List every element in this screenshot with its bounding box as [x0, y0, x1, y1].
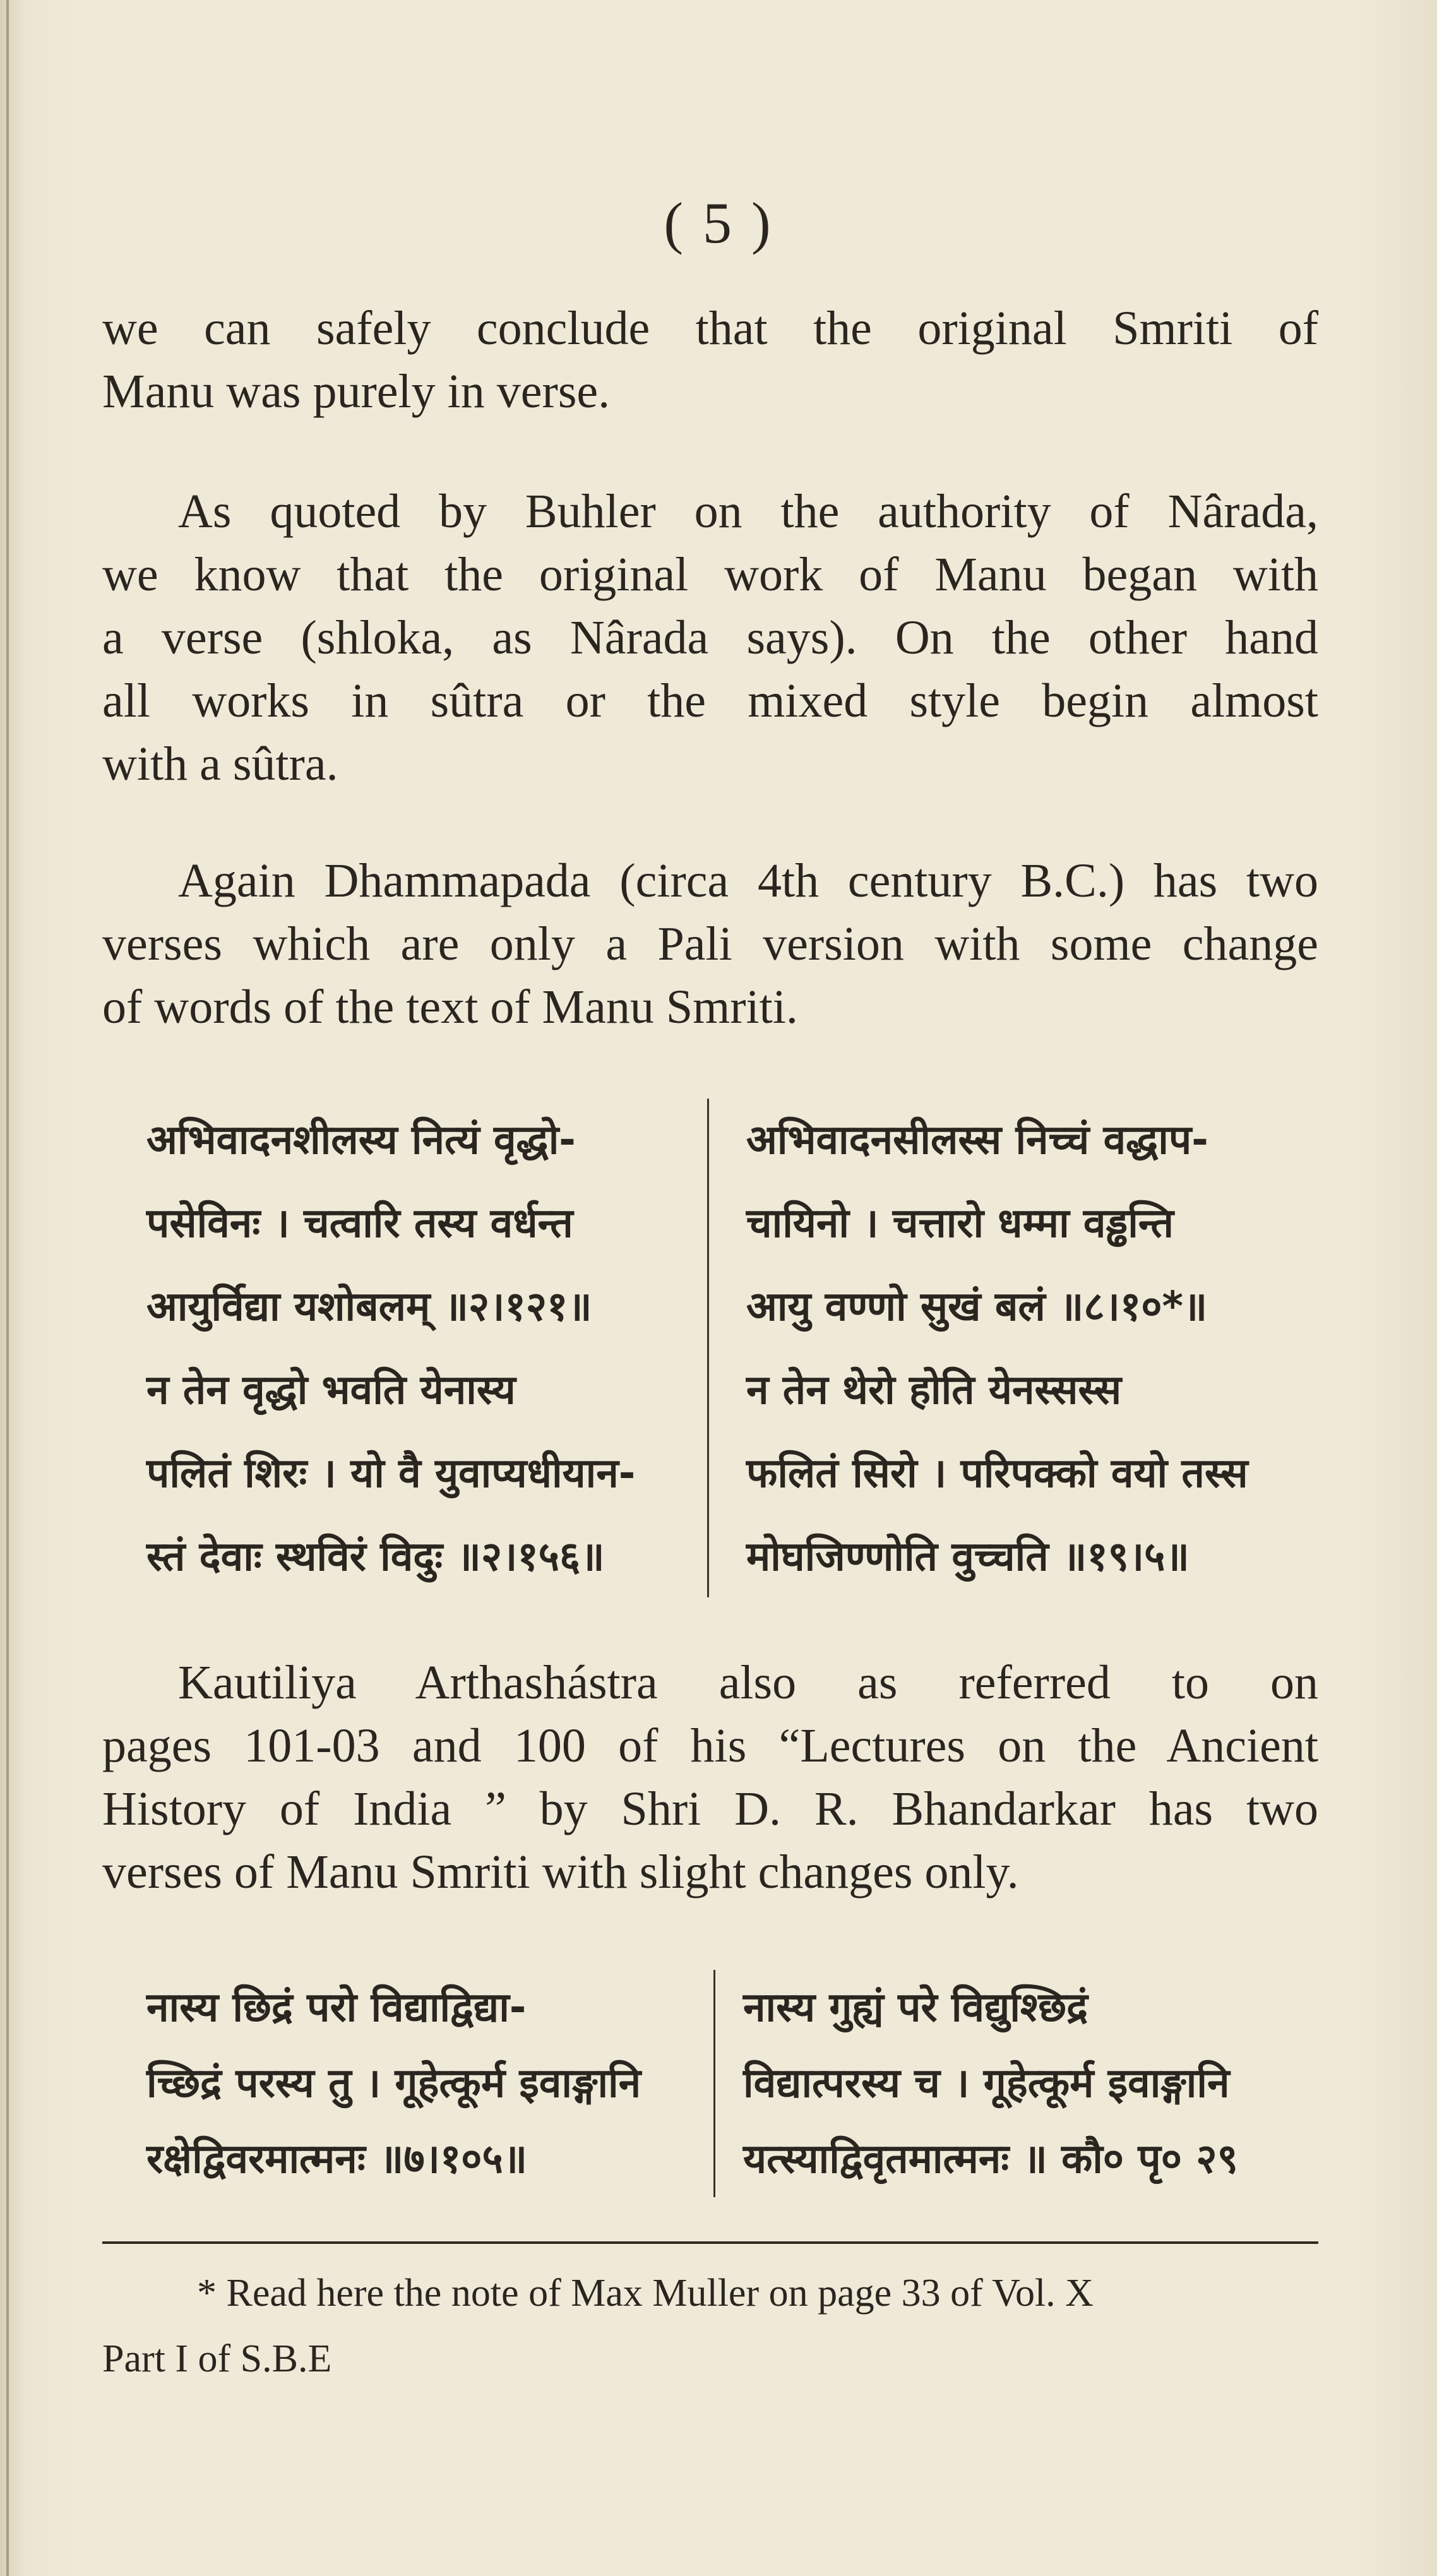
paragraph-line: a verse (shloka, as Nârada says). On the other hand: [102, 611, 1318, 664]
paragraph-3: [102, 849, 1318, 1039]
verse-line: चायिनो । चत्तारो धम्मा वड्ढन्ति: [746, 1200, 1174, 1247]
verse-line: स्तं देवाः स्थविरं विदुः ॥२।१५६॥: [146, 1534, 605, 1580]
paragraph-4: [102, 1651, 1318, 1904]
paragraph-line: pages 101-03 and 100 of his “Lectures on the Ancient: [102, 1719, 1318, 1772]
paragraph-line: verses of Manu Smriti with slight changes only.: [102, 1846, 1019, 1899]
paragraph-line: verses which are only a Pali version with some change: [102, 917, 1318, 970]
footnote-line: * Read here the note of Max Muller on page 33 of Vol. X: [197, 2272, 1094, 2315]
verse-line: मोघजिण्णोति वुच्चति ॥१९।५॥: [746, 1534, 1190, 1580]
verse-block-1: [102, 1099, 1318, 1604]
verse-line: नास्य गुह्यं परे विद्युश्छिद्रं: [743, 1984, 1088, 2031]
verse-line: यत्स्याद्विवृतमात्मनः ॥ कौ० पृ० २९: [743, 2136, 1238, 2183]
paragraph-line: of words of the text of Manu Smriti.: [102, 981, 798, 1034]
verse-line: रक्षेद्विवरमात्मनः ॥७।१०५॥: [146, 2136, 528, 2183]
paragraph-line: As quoted by Buhler on the authority of Nârada,: [178, 485, 1318, 538]
paragraph-line: we know that the original work of Manu began with: [102, 548, 1318, 601]
footnote: [102, 2260, 1318, 2392]
paragraph-1: [102, 297, 1318, 423]
paragraph-line: Again Dhammapada (circa 4th century B.C.) has two: [178, 854, 1318, 907]
verse-line: आयुर्विद्या यशोबलम् ॥२।१२१॥: [146, 1284, 592, 1330]
paragraph-line: Kautiliya Arthashástra also as referred to on: [178, 1656, 1318, 1709]
verse-column-kautiliya: [743, 1970, 1318, 2197]
paragraph-2: [102, 480, 1318, 796]
verse-line: अभिवादनसीलस्स निच्चं वद्धाप-: [746, 1117, 1208, 1164]
paragraph-line: all works in sûtra or the mixed style begin almost: [102, 674, 1318, 727]
verse-column-manu: [146, 1099, 772, 1599]
verse-line: नास्य छिद्रं परो विद्याद्विद्या-: [146, 1984, 527, 2031]
paragraph-line: Manu was purely in verse.: [102, 365, 611, 418]
verse-line: न तेन वृद्धो भवति येनास्य: [146, 1367, 516, 1414]
verse-line: विद्यात्परस्य च । गूहेत्कूर्म इवाङ्गानि: [743, 2060, 1230, 2107]
paragraph-line: History of India ” by Shri D. R. Bhandarkar has two: [102, 1782, 1318, 1835]
column-divider: [713, 1970, 715, 2197]
verse-column-manu: [146, 1970, 778, 2197]
paragraph-line: with a sûtra.: [102, 737, 338, 790]
footnote-line: Part I of S.B.E: [102, 2337, 332, 2380]
verse-line: अभिवादनशीलस्य नित्यं वृद्धो-: [146, 1117, 576, 1164]
verse-line: च्छिद्रं परस्य तु । गूहेत्कूर्म इवाङ्गानि: [146, 2060, 641, 2107]
verse-line: न तेन थेरो होति येनस्सस्स: [746, 1367, 1122, 1414]
verse-line: पलितं शिरः । यो वै युवाप्यधीयान-: [146, 1450, 636, 1497]
verse-line: पसेविनः । चत्वारि तस्य वर्धन्त: [146, 1200, 573, 1247]
verse-block-2: [102, 1970, 1318, 2210]
page-number: ( 5 ): [664, 191, 773, 255]
column-divider: [707, 1099, 709, 1597]
page-edge: [6, 0, 9, 2576]
paragraph-line: we can safely conclude that the original Smriti of: [102, 302, 1318, 355]
verse-column-dhammapada: [746, 1099, 1315, 1599]
verse-line: आयु वण्णो सुखं बलं ॥८।१०*॥: [746, 1284, 1208, 1330]
verse-line: फलितं सिरो । परिपक्को वयो तस्स: [746, 1450, 1248, 1497]
footnote-rule: [102, 2241, 1318, 2244]
